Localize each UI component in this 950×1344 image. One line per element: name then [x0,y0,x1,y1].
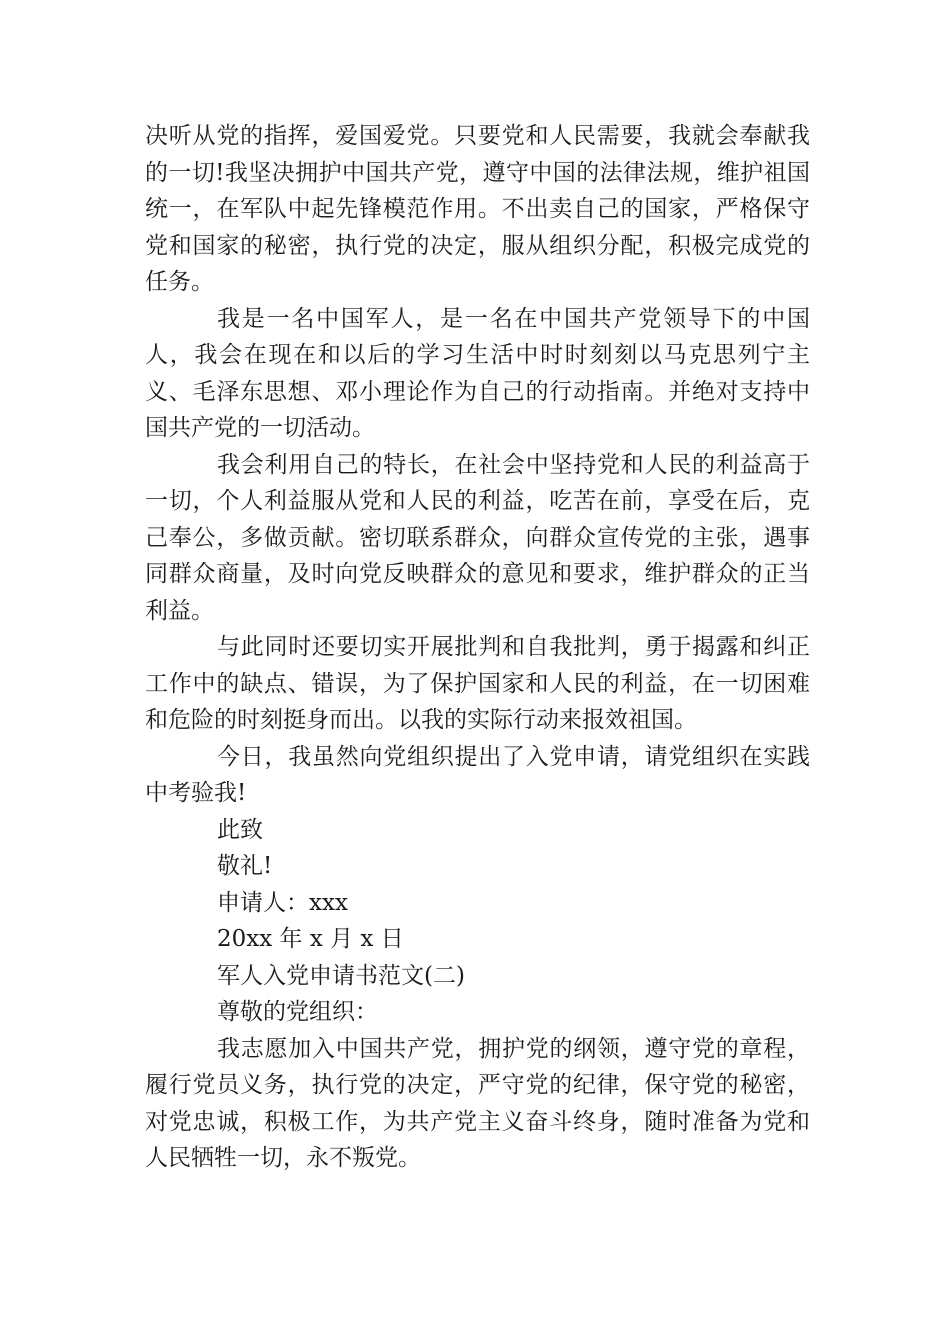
document-page [145,118,810,1177]
paragraph-personal-strengths: 我会利用自己的特长，在社会中坚持党和人民的利益高于一切，个人利益服从党和人民的利益，吃苦在前，享受在后，克己奉公，多做贡献。密切联系群众，向群众宣传党的主张，遇事同群众商量，及时向党反映群众的意见和要求，维护群众的正当利益。 [145,451,810,624]
closing-line: 此致 [217,816,263,843]
greeting-line: 尊敬的党组织： [217,999,378,1025]
paragraph-continuation: 决听从党的指挥，爱国爱党。只要党和人民需要，我就会奉献我的一切!我坚决拥护中国共产党，遵守中国的法律法规，维护祖国统一，在军队中起先锋模范作用。不出卖自己的国家，严格保守党和国家的秘密，执行党的决定，服从组织分配，积极完成党的任务。 [145,123,810,295]
paragraph-application-submitted: 今日，我虽然向党组织提出了入党申请，请党组织在实践中考验我! [145,743,810,806]
paragraph-self-criticism: 与此同时还要切实开展批判和自我批判，勇于揭露和纠正工作中的缺点、错误，为了保护国家和人民的利益，在一切困难和危险的时刻挺身而出。以我的实际行动来报效祖国。 [145,634,810,733]
section-title: 军人入党申请书范文(二) [217,962,465,989]
applicant-line: 申请人：xxx [217,889,348,916]
date-line: 20xx 年 x 月 x 日 [217,926,404,952]
salute-line: 敬礼! [217,853,273,879]
paragraph-pledge: 我志愿加入中国共产党，拥护党的纲领，遵守党的章程，履行党员义务，执行党的决定，严守党的纪律，保守党的秘密，对党忠诚，积极工作，为共产党主义奋斗终身，随时准备为党和人民牺牲一切，永不叛党。 [145,1035,810,1171]
paragraph-chinese-soldier: 我是一名中国军人，是一名在中国共产党领导下的中国人，我会在现在和以后的学习生活中时时刻刻以马克思列宁主义、毛泽东思想、邓小理论作为自己的行动指南。并绝对支持中国共产党的一切活动。 [145,305,810,441]
